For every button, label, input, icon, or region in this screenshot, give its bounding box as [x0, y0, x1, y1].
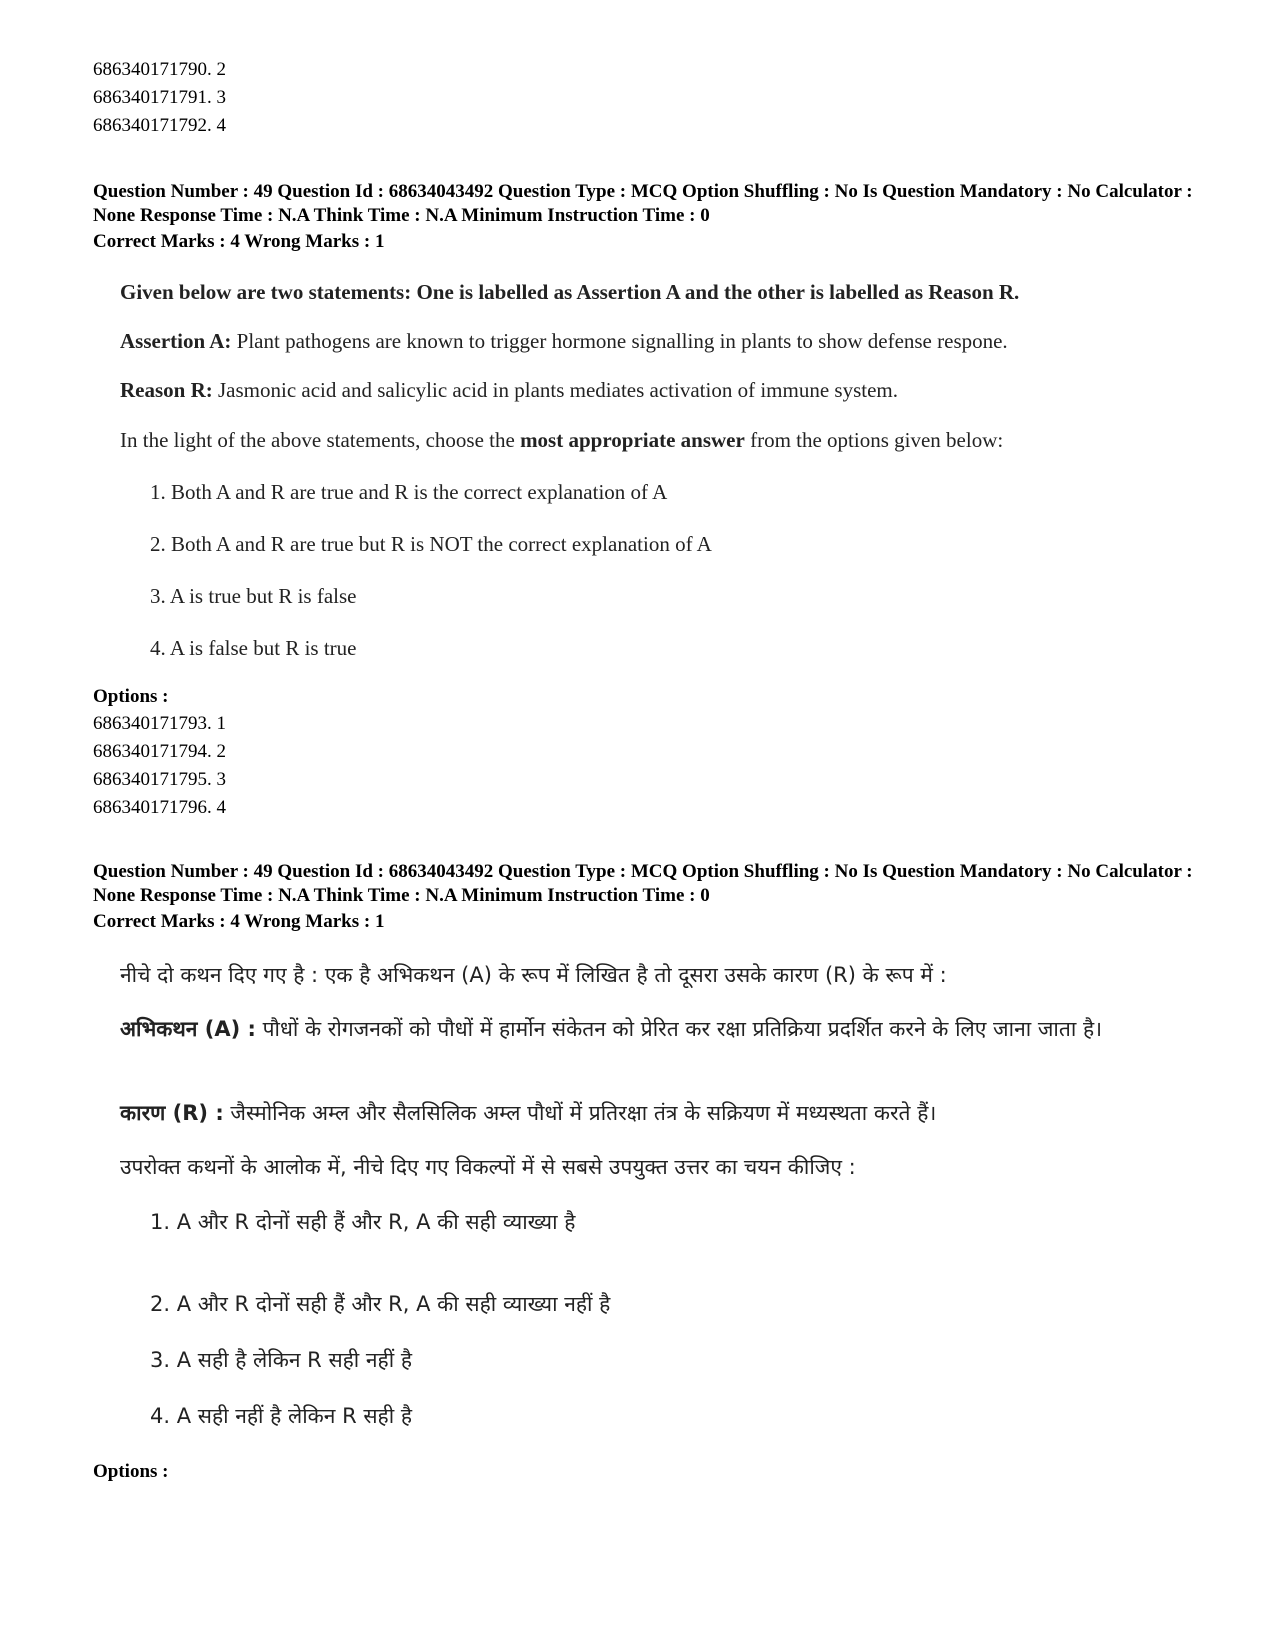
q1-question-image — [120, 278, 1180, 658]
q1-reason — [120, 378, 898, 403]
q1-instruction-bold: most appropriate answer — [520, 428, 745, 452]
q1-intro: Given below are two statements: One is labelled as Assertion A and the other is labelled as Reason R. — [120, 280, 1020, 304]
prev-option-2: 686340171791. 3 — [93, 87, 226, 108]
q2-instruction: उपरोक्त कथनों के आलोक में, नीचे दिए गए विकल्पों में से सबसे उपयुक्त उत्तर का चयन कीजिए : — [120, 1155, 856, 1179]
q1-assertion-text: Plant pathogens are known to trigger hormone signalling in plants to show defense respone. — [231, 329, 1008, 353]
q1-marks: Correct Marks : 4 Wrong Marks : 1 — [93, 231, 385, 252]
q1-reason-label: Reason R: — [120, 378, 213, 402]
q2-options-label: Options : — [93, 1461, 169, 1482]
q1-choice-3: 3. A is true but R is false — [150, 584, 357, 608]
q1-instruction — [120, 428, 1003, 453]
q1-reason-text: Jasmonic acid and salicylic acid in plants mediates activation of immune system. — [212, 378, 898, 402]
q2-intro: नीचे दो कथन दिए गए है : एक है अभिकथन (A) के रूप में लिखित है तो दूसरा उसके कारण (R) के रूप में : — [120, 963, 947, 987]
q1-choice-4: 4. A is false but R is true — [150, 636, 357, 660]
q1-option-3: 686340171795. 3 — [93, 769, 226, 790]
q2-assertion — [120, 1014, 1190, 1044]
q2-choice-1: 1. A और R दोनों सही हैं और R, A की सही व्याख्या है — [150, 1210, 576, 1234]
prev-option-3: 686340171792. 4 — [93, 115, 226, 136]
q1-meta: Question Number : 49 Question Id : 68634043492 Question Type : MCQ Option Shuffling : No Is Question Mandatory : No Calculator : None Response Time : N.A Think Time : N.A Minimum Instruction Time : 0 — [93, 181, 1193, 226]
q2-marks: Correct Marks : 4 Wrong Marks : 1 — [93, 911, 385, 932]
q1-instruction-pre: In the light of the above statements, choose the — [120, 428, 521, 452]
q1-instruction-post: from the options given below: — [744, 428, 1004, 452]
q2-question-image — [120, 960, 1180, 1430]
q2-choice-2: 2. A और R दोनों सही हैं और R, A की सही व्याख्या नहीं है — [150, 1292, 611, 1316]
q1-choice-1: 1. Both A and R are true and R is the correct explanation of A — [150, 480, 668, 504]
q2-choice-4: 4. A सही नहीं है लेकिन R सही है — [150, 1404, 412, 1428]
q1-assertion — [120, 329, 1008, 354]
q2-meta: Question Number : 49 Question Id : 68634043492 Question Type : MCQ Option Shuffling : No Is Question Mandatory : No Calculator : None Response Time : N.A Think Time : N.A Minimum Instruction Time : 0 — [93, 861, 1193, 906]
q2-reason-label: कारण (R) : — [120, 1101, 224, 1125]
prev-option-1: 686340171790. 2 — [93, 59, 226, 80]
q2-choice-3: 3. A सही है लेकिन R सही नहीं है — [150, 1348, 412, 1372]
q2-assertion-label: अभिकथन (A) : — [120, 1017, 256, 1041]
q1-option-4: 686340171796. 4 — [93, 797, 226, 818]
q1-option-2: 686340171794. 2 — [93, 741, 226, 762]
q2-reason — [120, 1098, 1190, 1128]
q1-option-1: 686340171793. 1 — [93, 713, 226, 734]
q2-assertion-text: पौधों के रोगजनकों को पौधों में हार्मोन संकेतन को प्रेरित कर रक्षा प्रतिक्रिया प्रदर्शित करने के लिए जाना जाता है। — [255, 1017, 1103, 1041]
q1-options-label: Options : — [93, 686, 169, 707]
q2-reason-text: जैस्मोनिक अम्ल और सैलसिलिक अम्ल पौधों में प्रतिरक्षा तंत्र के सक्रियण में मध्यस्थता करते हैं। — [223, 1101, 937, 1125]
q1-assertion-label: Assertion A: — [120, 329, 232, 353]
q1-choice-2: 2. Both A and R are true but R is NOT the correct explanation of A — [150, 532, 712, 556]
